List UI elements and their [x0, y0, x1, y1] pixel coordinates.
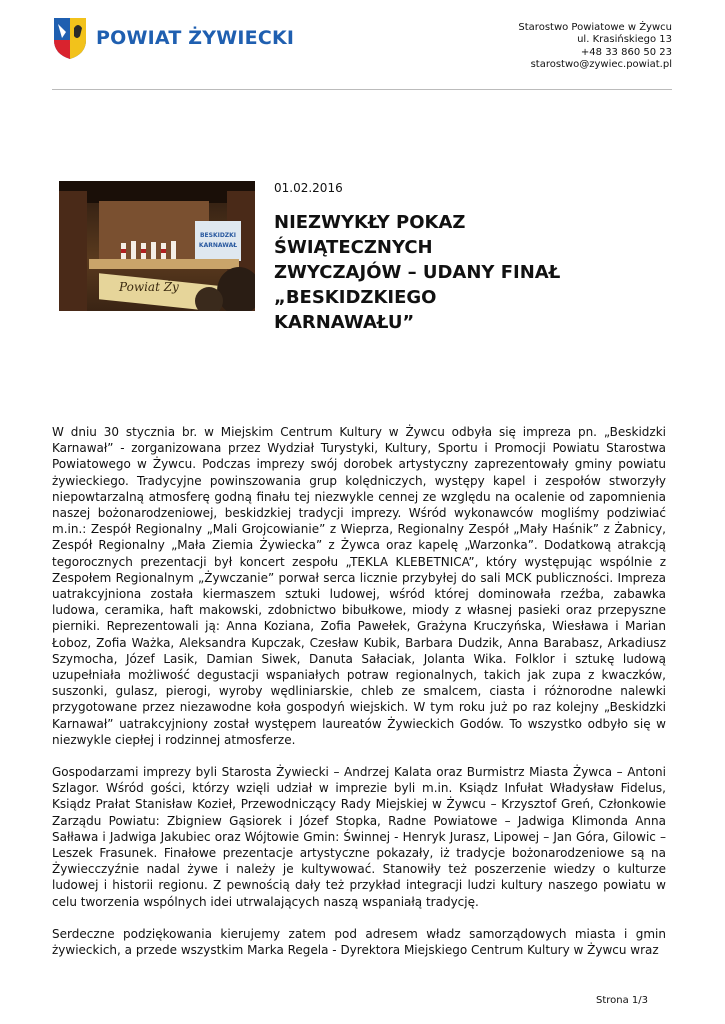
article-title: NIEZWYKŁY POKAZ ŚWIĄTECZNYCH ZWYCZAJÓW – UDANY FINAŁ „BESKIDZKIEGO KARNAWAŁU” — [274, 212, 561, 333]
page-number: Strona 1/3 — [595, 995, 648, 1006]
contact-block — [518, 22, 672, 72]
office-email[interactable]: starostwo@zywiec.powiat.pl — [530, 59, 672, 71]
powiat-logo[interactable] — [52, 16, 294, 60]
office-name: Starostwo Powiatowe w Żywcu — [518, 22, 672, 33]
header-divider — [52, 89, 672, 90]
article-date: 01.02.2016 — [274, 181, 343, 195]
article-paragraph: Serdeczne podziękowania kierujemy zatem pod adresem władz samorządowych miasta i gmin żywieckich, a przede wszystkim Marka Regela - Dyrektora Miejskiego Centrum Kultury w Żywcu wraz — [52, 926, 666, 958]
event-photo-image — [59, 181, 255, 311]
logo-text: POWIAT ŻYWIECKI — [96, 27, 295, 49]
page-header — [52, 14, 672, 74]
article-paragraph: W dniu 30 stycznia br. w Miejskim Centrum Kultury w Żywcu odbyła się impreza pn. „Beskidzki Karnawał” - zorganizowana przez Wydział Turystyki, Kultury, Sportu i Promocji Powiatu Starostwa Powiatowego w Żywcu. Podczas imprezy swój dorobek artystyczny zaprezentowały gminy powiatu żywieckiego. Tradycyjne powinszowania grup kolędniczych, występy kapel i zespołów stworzyły niepowtarzalną atmosferę godną finału tej niezwykle cennej ze względu na ocalenie od zapomnienia naszej bożonarodzeniowej, beskidzkiej tradycji imprezy. Wśród wykonawców mogliśmy podziwiać m.in.: Zespół Regionalny „Mali Grojcowianie” z Wieprza, Regionalny Zespół „Mały Haśnik” z Żabnicy, Zespół Regionalny „Mała Ziemia Żywiecka” z Żywca oraz kapelę „Warzonka”. Dodatkową atrakcją tegorocznych prezentacji był koncert zespołu „TEKLA KLEBETNICA”, który występując wspólnie z Zespołem Regionalnym „Żywczanie” porwał serca licznie przybyłej do sali MCK publiczności. Impreza uatrakcyjniona została kiermaszem sztuki ludowej, wśród której dominowała rzeźba, zabawka ludowa, ceramika, haft makowski, zdobnictwo bibułkowe, miody z własnej pasieki oraz przepyszne pierniki. Reprezentowali ją: Anna Koziana, Zofia Pawełek, Grażyna Kruczyńska, Wiesława i Marian Łoboz, Zofia Ważka, Aleksandra Kupczak, Czesław Kubik, Barbara Dudzik, Anna Barabasz, Arkadiusz Szymocha, Józef Lasik, Damian Siwek, Danuta Sałaciak, Jolanta Wika. Folklor i sztukę ludową uzupełniała możliwość degustacji wspaniałych potraw regionalnych, takich jak zupa z kwaczków, suszonki, gulasz, pierogi, wyroby wędliniarskie, chleb ze smalcem, ciasta i różnorodne nalewki przygotowane przez niezawodne koła gospodyń wiejskich. W tym roku już po raz kolejny „Beskidzki Karnawał” uatrakcyjniony został występem laureatów Żywieckich Godów. To wszystko odbyło się w niezwykle ciepłej i rodzinnej atmosferze. — [52, 425, 666, 747]
article-paragraph: Gospodarzami imprezy byli Starosta Żywiecki – Andrzej Kalata oraz Burmistrz Miasta Żywca – Antoni Szlagor. Wśród gości, którzy wzięli udział w imprezie byli m.in. Ksiądz Infułat Władysław Fidelus, Ksiądz Prałat Stanisław Kozieł, Przewodniczący Rady Miejskiej w Żywcu – Krzysztof Greń, Członkowie Zarządu Powiatu: Zbigniew Gąsiorek i Józef Stopka, Radne Powiatowe – Jadwiga Klimonda Anna Sałława i Jadwiga Jakubiec oraz Wójtowie Gmin: Świnnej - Henryk Jurasz, Lipowej – Jan Góra, Gilowic – Leszek Frasunek. Finałowe prezentacje artystyczne pokazały, iż tradycje bożonarodzeniowe są na Żywiecczyźnie nadal żywe i należy je kultywować. Stanowiły też poszerzenie wiedzy o kulturze ludowej i historii regionu. Z pewnością dały też przykład integracji ludzi kultury naszego powiatu w celu tworzenia wspólnych idei utrwalających naszą wspaniałą tradycję. — [52, 765, 666, 909]
svg-text:Powiat Ży: Powiat Ży — [119, 280, 179, 294]
office-phone[interactable]: +48 33 860 50 23 — [580, 46, 672, 58]
article-photo[interactable] — [59, 181, 255, 311]
svg-text:BESKIDZKI: BESKIDZKI — [199, 232, 237, 239]
office-address: ul. Krasińskiego 13 — [577, 34, 672, 46]
article-body — [52, 424, 666, 974]
coat-of-arms-icon — [52, 16, 88, 60]
svg-text:KARNAWAŁ: KARNAWAŁ — [198, 242, 238, 249]
